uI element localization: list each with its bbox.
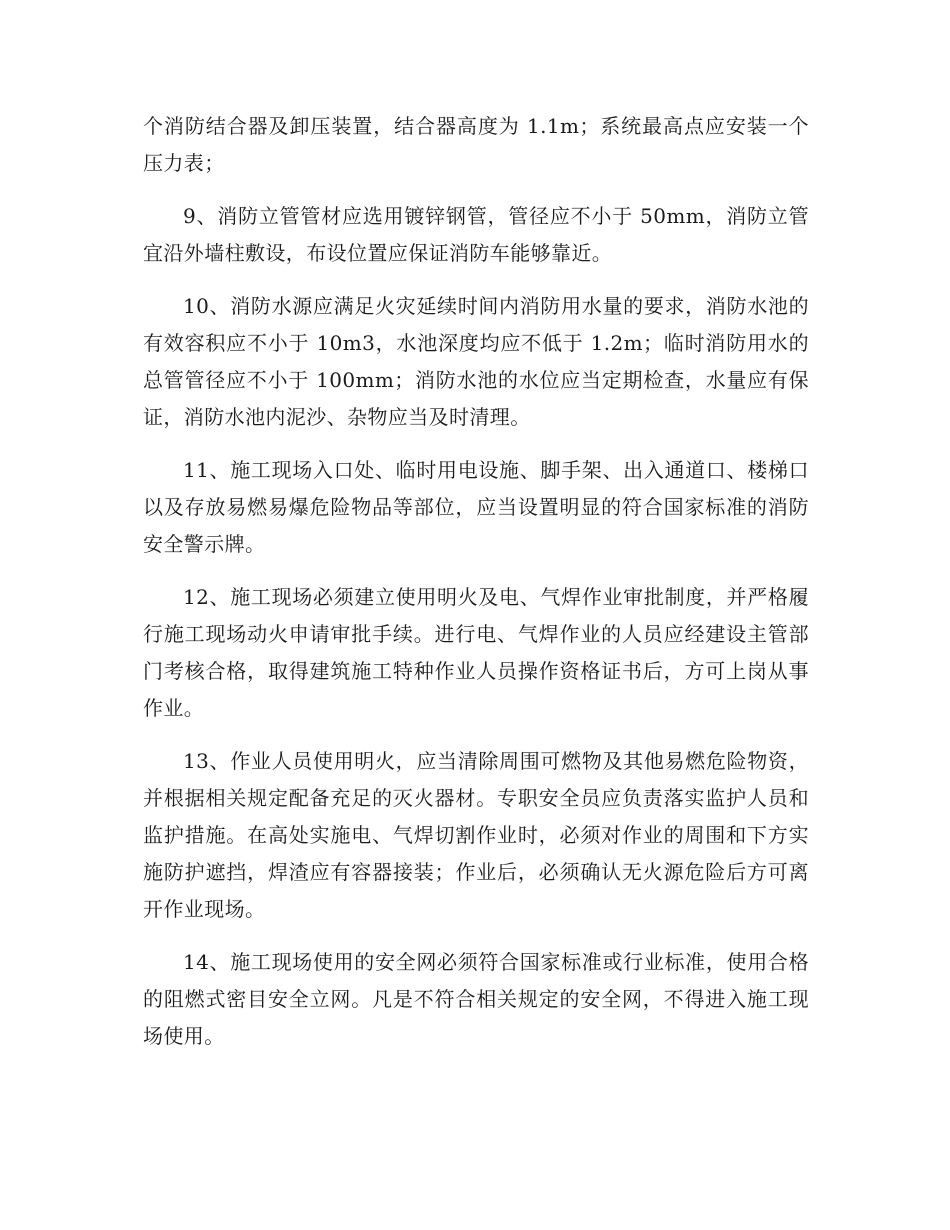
paragraph-item-13: 13、作业人员使用明火，应当清除周围可燃物及其他易燃危险物资，并根据相关规定配备充足的灭火器材。专职安全员应负责落实监护人员和监护措施。在高处实施电、气焊切割作业时，必须对作业的周围和下方实施防护遮挡，焊渣应有容器接装；作业后，必须确认无火源危险后方可离开作业现场。 bbox=[143, 749, 809, 921]
paragraph-item-14: 14、施工现场使用的安全网必须符合国家标准或行业标准，使用合格的阻燃式密目安全立网。凡是不符合相关规定的安全网，不得进入施工现场使用。 bbox=[143, 950, 809, 1048]
paragraph-item-12: 12、施工现场必须建立使用明火及电、气焊作业审批制度，并严格履行施工现场动火申请审批手续。进行电、气焊作业的人员应经建设主管部门考核合格，取得建筑施工特种作业人员操作资格证书后，方可上岗从事作业。 bbox=[143, 585, 809, 720]
paragraph-item-9: 9、消防立管管材应选用镀锌钢管，管径应不小于 50mm，消防立管宜沿外墙柱敷设，布设位置应保证消防车能够靠近。 bbox=[143, 204, 809, 265]
paragraph-item-11: 11、施工现场入口处、临时用电设施、脚手架、出入通道口、楼梯口以及存放易燃易爆危险物品等部位，应当设置明显的符合国家标准的消防安全警示牌。 bbox=[143, 458, 809, 556]
paragraph-continued: 个消防结合器及卸压装置，结合器高度为 1.1m；系统最高点应安装一个压力表； bbox=[143, 114, 809, 175]
document-body bbox=[143, 108, 809, 1071]
paragraph-item-10: 10、消防水源应满足火灾延续时间内消防用水量的要求，消防水池的有效容积应不小于 10m3，水池深度均应不低于 1.2m；临时消防用水的总管管径应不小于 100mm；消防水池的水位应当定期检查，水量应有保证，消防水池内泥沙、杂物应当及时清理。 bbox=[143, 294, 809, 429]
